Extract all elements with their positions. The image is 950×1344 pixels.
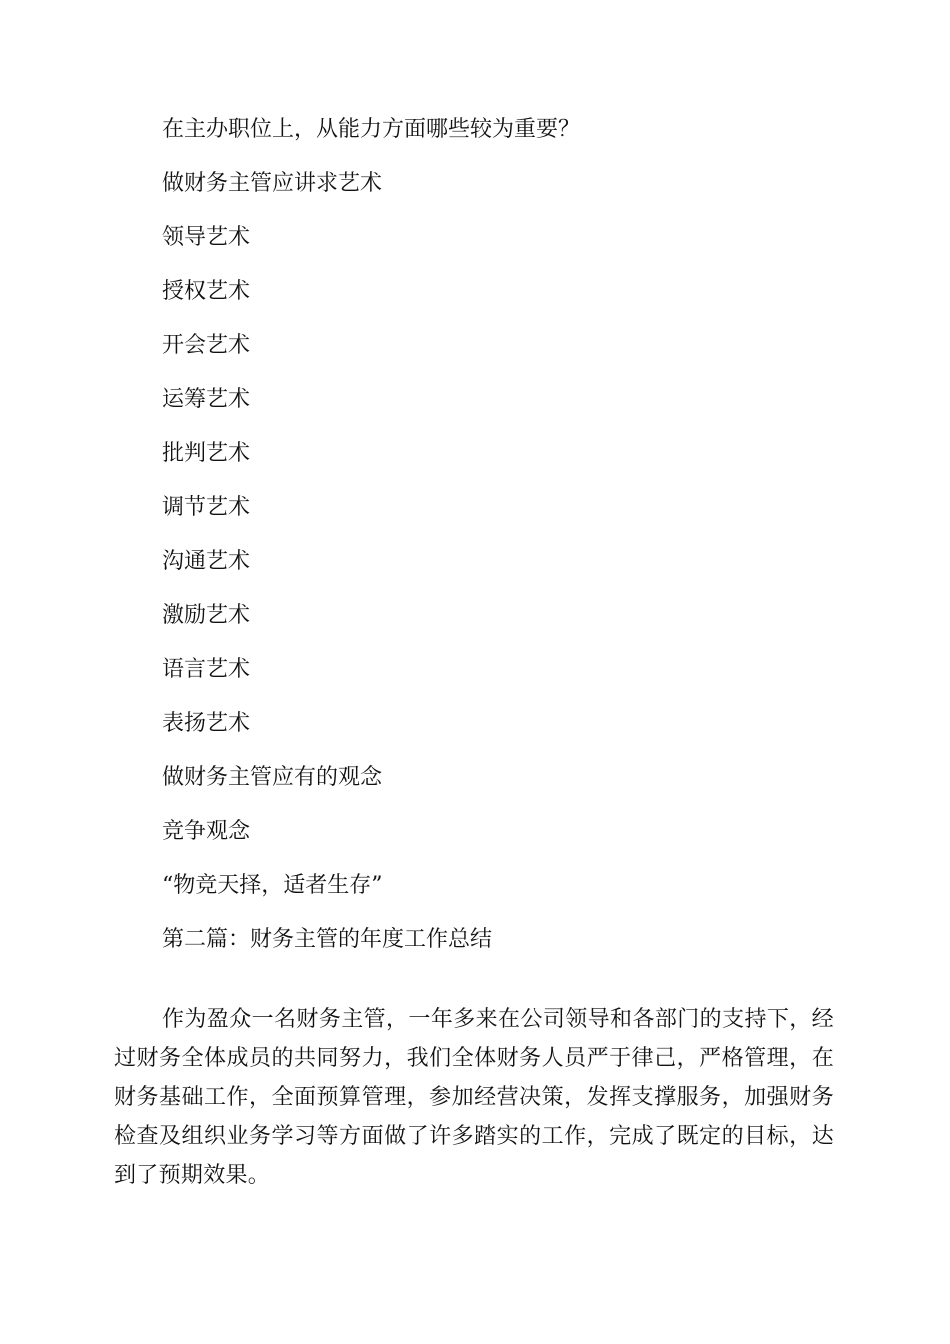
text-line: 批判艺术 xyxy=(162,441,251,466)
section-heading: 第二篇：财务主管的年度工作总结 xyxy=(162,927,493,952)
text-line: 运筹艺术 xyxy=(162,387,251,412)
text-line: 调节艺术 xyxy=(162,495,251,520)
text-line: 授权艺术 xyxy=(162,279,251,304)
text-line: 竞争观念 xyxy=(162,819,251,844)
text-line: 做财务主管应有的观念 xyxy=(162,765,383,790)
text-line: 沟通艺术 xyxy=(162,549,251,574)
text-line: “物竞天择，适者生存” xyxy=(162,873,383,898)
text-line: 在主办职位上，从能力方面哪些较为重要？ xyxy=(162,117,581,142)
text-line: 开会艺术 xyxy=(162,333,251,358)
text-lines xyxy=(162,112,842,976)
text-line: 做财务主管应讲求艺术 xyxy=(162,171,383,196)
body-paragraph: 作为盈众一名财务主管，一年多来在公司领导和各部门的支持下，经过财务全体成员的共同努力，我们全体财务人员严于律己，严格管理，在财务基础工作，全面预算管理，参加经营决策，发挥支撑服务，加强财务检查及组织业务学习等方面做了许多踏实的工作，完成了既定的目标，达到了预期效果。 xyxy=(114,1007,834,1188)
text-line: 激励艺术 xyxy=(162,603,251,628)
text-line: 表扬艺术 xyxy=(162,711,251,736)
text-line: 语言艺术 xyxy=(162,657,251,682)
text-line: 领导艺术 xyxy=(162,225,251,250)
